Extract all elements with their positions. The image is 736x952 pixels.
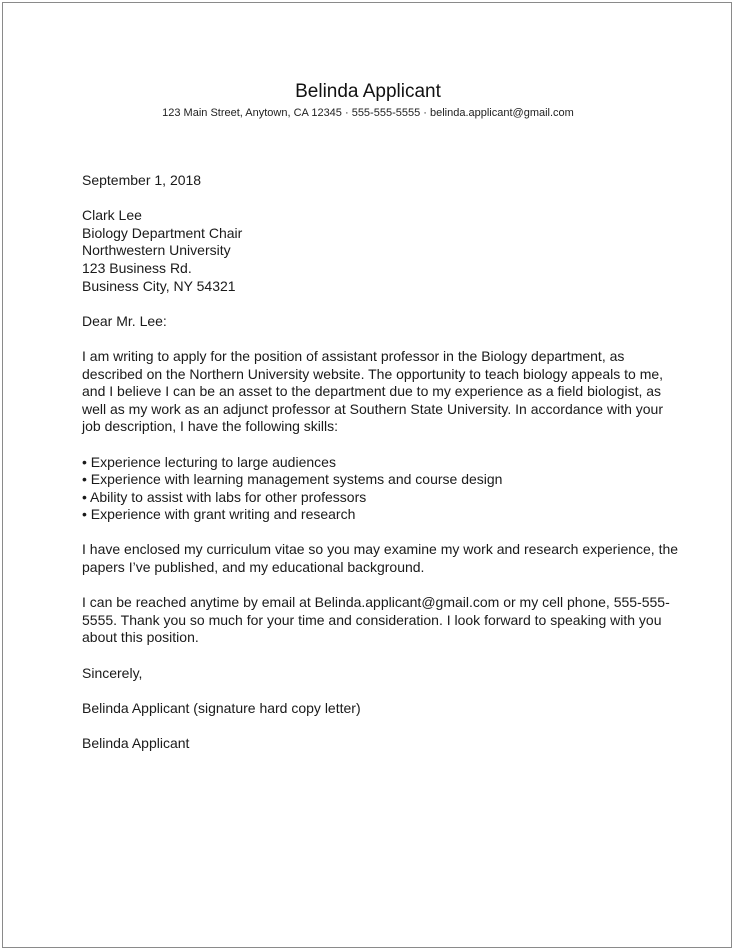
recipient-street: 123 Business Rd. (82, 259, 192, 276)
paragraph-line: papers I’ve published, and my educational background. (82, 559, 425, 576)
paragraph-line: described on the Northern University website. The opportunity to teach biology appeals to me, (82, 365, 664, 382)
salutation: Dear Mr. Lee: (82, 312, 167, 329)
recipient-address (82, 207, 660, 295)
closing: Sincerely, (82, 664, 143, 681)
list-item: • Experience lecturing to large audiences (82, 453, 336, 470)
letterhead (0, 80, 736, 120)
list-item: • Experience with grant writing and research (82, 506, 356, 523)
paragraph-line: about this position. (82, 629, 199, 646)
paragraph-line: I have enclosed my curriculum vitae so you may examine my work and research experience, the (82, 541, 679, 558)
paragraph-line: job description, I have the following skills: (82, 418, 339, 435)
skills-list (82, 454, 660, 524)
list-item: • Experience with learning management systems and course design (82, 471, 503, 488)
paragraph-contact (82, 594, 670, 647)
typed-name: Belinda Applicant (82, 735, 190, 751)
paragraph-intro (82, 347, 664, 436)
paragraph-enclosure (82, 541, 679, 576)
list-item: • Ability to assist with labs for other professors (82, 488, 367, 505)
letter-date: September 1, 2018 (82, 172, 202, 188)
recipient-title: Biology Department Chair (82, 224, 243, 241)
recipient-name: Clark Lee (82, 207, 142, 224)
letter-body (82, 172, 679, 753)
recipient-city: Business City, NY 54321 (82, 277, 236, 294)
paragraph-line: I can be reached anytime by email at Belinda.applicant@gmail.com or my cell phone, 555-555- (82, 594, 670, 611)
paragraph-line: I am writing to apply for the position of assistant professor in the Biology department, as (82, 347, 625, 364)
paragraph-line: and I believe I can be an asset to the department due to my experience as a field biologist, as (82, 383, 662, 400)
sender-contact: 123 Main Street, Anytown, CA 12345 · 555-555-5555 · belinda.applicant@gmail.com (162, 107, 574, 119)
signature-note: Belinda Applicant (signature hard copy letter) (82, 699, 361, 716)
paragraph-line: well as my work as an adjunct professor at Southern State University. In accordance with your (82, 400, 664, 417)
recipient-organization: Northwestern University (82, 242, 231, 259)
sender-name: Belinda Applicant (295, 81, 441, 102)
paragraph-line: 5555. Thank you so much for your time and consideration. I look forward to speaking with you (82, 611, 662, 628)
